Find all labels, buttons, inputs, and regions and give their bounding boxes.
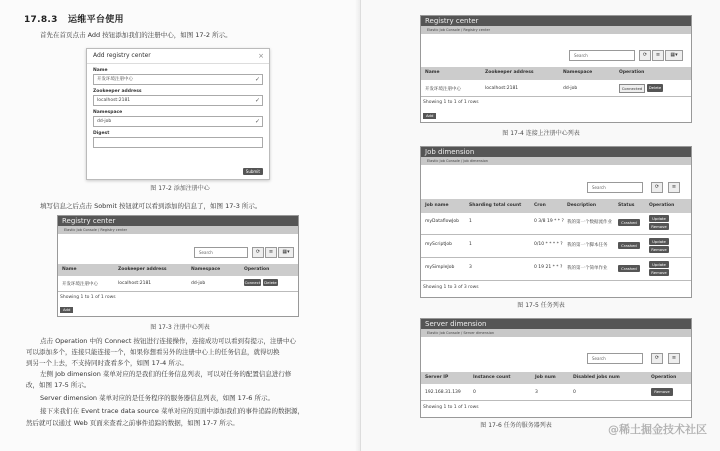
job-desc: 我的第一个数据流作业 bbox=[567, 220, 612, 225]
panel-title: Registry center bbox=[58, 216, 298, 226]
update-button[interactable]: Update bbox=[649, 215, 669, 222]
breadcrumb bbox=[421, 157, 691, 165]
remove-button[interactable]: Remove bbox=[649, 246, 669, 253]
row-name: 开发环境注册中心 bbox=[62, 282, 98, 287]
zookeeper-field-value: localhost:2181 bbox=[97, 98, 131, 103]
add-button[interactable]: Add bbox=[423, 113, 436, 119]
columns-icon[interactable]: ▦▾ bbox=[665, 50, 683, 61]
job-cron: 0 3/8 19 * * ? bbox=[534, 219, 564, 224]
instance-count: 0 bbox=[473, 390, 476, 395]
check-icon: ✓ bbox=[254, 76, 260, 83]
remove-button[interactable]: Remove bbox=[649, 269, 669, 276]
col-sharding: Sharding total count bbox=[469, 203, 522, 208]
para-8: 然后就可以通过 Web 页面来查看之前事件追踪的数据，如图 17-7 所示。 bbox=[26, 419, 239, 427]
section-title: 运维平台使用 bbox=[68, 15, 124, 25]
breadcrumb-text: Elastic Job Console / Server dimension bbox=[427, 331, 495, 335]
col-server-ip: Server IP bbox=[425, 375, 449, 380]
job-count: 1 bbox=[469, 219, 472, 224]
caption-17-2: 图 17-2 添加注册中心 bbox=[150, 185, 210, 192]
breadcrumb bbox=[58, 226, 298, 234]
table-header bbox=[58, 264, 298, 276]
breadcrumb bbox=[421, 26, 691, 34]
col-operation: Operation bbox=[649, 203, 675, 208]
para-4: 左侧 Job dimension 菜单对应的是我们的任务信息列表，可以对任务的配置信息进行修 bbox=[40, 370, 292, 378]
watermark: @稀土掘金技术社区 bbox=[608, 423, 707, 436]
dialog-header bbox=[87, 49, 269, 64]
table-footer: Showing 1 to 3 of 3 rows bbox=[423, 285, 479, 290]
delete-button[interactable]: Delete bbox=[648, 85, 662, 90]
caption-17-6: 图 17-6 任务的服务器列表 bbox=[480, 422, 552, 429]
submit-button[interactable]: Submit bbox=[243, 168, 263, 175]
job-name: myDataflowJob bbox=[425, 219, 459, 224]
table-footer: Showing 1 to 1 of 1 rows bbox=[423, 405, 479, 410]
search-input[interactable]: Search bbox=[569, 50, 635, 61]
add-button[interactable]: Add bbox=[60, 307, 73, 313]
name-field[interactable] bbox=[93, 74, 263, 85]
intro-paragraph: 首先在首页点击 Add 按钮添加我们的注册中心，如图 17-2 所示。 bbox=[40, 31, 232, 39]
field-label-digest: Digest bbox=[93, 131, 110, 136]
digest-field[interactable] bbox=[93, 137, 263, 148]
delete-button[interactable]: Delete bbox=[264, 280, 277, 285]
table-footer: Showing 1 to 1 of 1 rows bbox=[60, 295, 116, 300]
col-name: Name bbox=[425, 70, 440, 75]
status-badge: Crashed bbox=[618, 242, 640, 249]
col-description: Description bbox=[567, 203, 597, 208]
row-divider bbox=[421, 96, 691, 97]
update-button[interactable]: Update bbox=[649, 261, 669, 268]
col-operation: Operation bbox=[619, 70, 645, 75]
zookeeper-field[interactable] bbox=[93, 95, 263, 106]
dialog-title: Add registry center bbox=[93, 52, 151, 59]
breadcrumb-text: Elastic Job Console / Registry center bbox=[64, 228, 128, 232]
table-header bbox=[421, 67, 691, 80]
job-cron: 0/10 * * * * ? bbox=[534, 242, 563, 247]
namespace-field[interactable] bbox=[93, 116, 263, 127]
list-icon[interactable]: ≡ bbox=[668, 353, 680, 364]
server-dimension-screenshot bbox=[420, 318, 692, 418]
para-7: 接下来我们在 Event trace data source 菜单对应的页面中添加我们的事件追踪的数据源， bbox=[40, 407, 304, 415]
disabled-jobs-num: 0 bbox=[573, 390, 576, 395]
job-desc: 我的第一个脚本任务 bbox=[567, 243, 608, 248]
close-icon[interactable]: × bbox=[258, 52, 264, 60]
search-input[interactable]: Search bbox=[587, 182, 643, 193]
job-cron: 0 19 21 * * ? bbox=[534, 265, 563, 270]
search-input[interactable]: Search bbox=[587, 353, 643, 364]
para-3: 到另一个上去，不支持同时查看多个，如图 17-4 所示。 bbox=[26, 359, 188, 367]
list-icon[interactable]: ≡ bbox=[668, 182, 680, 193]
col-namespace: Namespace bbox=[191, 267, 221, 272]
row-divider bbox=[421, 280, 691, 281]
refresh-icon[interactable]: ⟳ bbox=[252, 247, 264, 258]
col-job-name: Job name bbox=[425, 203, 449, 208]
columns-icon[interactable]: ▦▾ bbox=[278, 247, 294, 258]
check-icon: ✓ bbox=[254, 118, 260, 125]
update-button[interactable]: Update bbox=[649, 238, 669, 245]
right-page bbox=[360, 0, 720, 451]
col-operation: Operation bbox=[244, 267, 270, 272]
row-name: 开发环境注册中心 bbox=[425, 87, 461, 92]
section-heading bbox=[24, 12, 124, 25]
breadcrumb-text: Elastic Job Console / Registry center bbox=[427, 28, 491, 32]
para-6: Server dimension 菜单对应的是任务程序的服务器信息列表，如图 17-6 所示。 bbox=[40, 394, 275, 402]
check-icon: ✓ bbox=[254, 97, 260, 104]
remove-button[interactable]: Remove bbox=[649, 223, 669, 230]
field-label-namespace: Namespace bbox=[93, 110, 123, 115]
field-label-zk: Zookeeper address bbox=[93, 89, 142, 94]
row-namespace: dd-job bbox=[191, 281, 206, 286]
row-divider bbox=[421, 234, 691, 235]
job-name: mySimpleJob bbox=[425, 265, 455, 270]
refresh-icon[interactable]: ⟳ bbox=[651, 182, 663, 193]
caption-17-4: 图 17-4 连接上注册中心列表 bbox=[502, 130, 580, 137]
after-dialog-paragraph: 填写信息之后点击 Sobmit 按钮就可以看到添加的信息了，如图 17-3 所示。 bbox=[40, 202, 262, 210]
col-instance-count: Instance count bbox=[473, 375, 511, 380]
refresh-icon[interactable]: ⟳ bbox=[651, 353, 663, 364]
connect-button[interactable]: Connect bbox=[244, 280, 261, 285]
col-status: Status bbox=[618, 203, 635, 208]
col-job-num: Job num bbox=[535, 375, 556, 380]
list-icon[interactable]: ≡ bbox=[652, 50, 664, 61]
job-count: 3 bbox=[469, 265, 472, 270]
namespace-field-value: dd-job bbox=[97, 119, 112, 124]
col-disabled-jobs: Disabled jobs num bbox=[573, 375, 620, 380]
row-zk: localhost:2181 bbox=[485, 86, 519, 91]
table-header bbox=[421, 372, 691, 384]
table-footer: Showing 1 to 1 of 1 rows bbox=[423, 100, 479, 105]
caption-17-3: 图 17-3 注册中心列表 bbox=[150, 324, 210, 331]
panel-title: Job dimension bbox=[421, 147, 691, 157]
registry-screenshot bbox=[57, 215, 299, 317]
panel-title: Registry center bbox=[421, 16, 691, 26]
row-divider bbox=[421, 400, 691, 401]
para-1: 点击 Operation 中的 Connect 按钮进行连接操作，连接成功可以看到有提示，注册中心 bbox=[40, 337, 296, 345]
table-header bbox=[421, 199, 691, 213]
col-zk: Zookeeper address bbox=[118, 267, 167, 272]
row-namespace: dd-job bbox=[563, 86, 578, 91]
breadcrumb-text: Elastic Job Console / Job dimension bbox=[427, 159, 488, 163]
status-badge: Crashed bbox=[618, 219, 640, 226]
refresh-icon[interactable]: ⟳ bbox=[639, 50, 651, 61]
job-count: 1 bbox=[469, 242, 472, 247]
col-name: Name bbox=[62, 267, 77, 272]
caption-17-5: 图 17-5 任务列表 bbox=[517, 302, 565, 309]
name-field-value: 开发环境注册中心 bbox=[97, 77, 133, 82]
add-registry-dialog bbox=[86, 48, 270, 180]
breadcrumb bbox=[421, 329, 691, 337]
row-zk: localhost:2181 bbox=[118, 281, 152, 286]
job-desc: 我的第一个简单作业 bbox=[567, 266, 608, 271]
search-input[interactable]: Search bbox=[194, 247, 248, 258]
job-name: myScriptJob bbox=[425, 242, 453, 247]
col-cron: Cron bbox=[534, 203, 546, 208]
row-divider bbox=[58, 291, 298, 292]
panel-title: Server dimension bbox=[421, 319, 691, 329]
section-number: 17.8.3 bbox=[24, 15, 58, 25]
connected-button[interactable]: Connected bbox=[619, 84, 645, 93]
remove-button[interactable]: Remove bbox=[651, 388, 673, 396]
job-num: 3 bbox=[535, 390, 538, 395]
col-namespace: Namespace bbox=[563, 70, 593, 75]
para-5: 改，如图 17-5 所示。 bbox=[26, 381, 91, 389]
status-badge: Crashed bbox=[618, 265, 640, 272]
col-zk: Zookeeper address bbox=[485, 70, 534, 75]
para-2: 可以添加多个，连接只能连接一个，如果你想看另外的注册中心上的任务信息，就得切换 bbox=[26, 348, 280, 356]
server-ip: 192.168.31.139 bbox=[425, 390, 461, 395]
registry-connected-screenshot bbox=[420, 15, 692, 123]
job-dimension-screenshot bbox=[420, 146, 692, 298]
field-label-name: Name bbox=[93, 68, 108, 73]
col-operation: Operation bbox=[651, 375, 677, 380]
list-icon[interactable]: ≡ bbox=[265, 247, 277, 258]
row-divider bbox=[421, 257, 691, 258]
